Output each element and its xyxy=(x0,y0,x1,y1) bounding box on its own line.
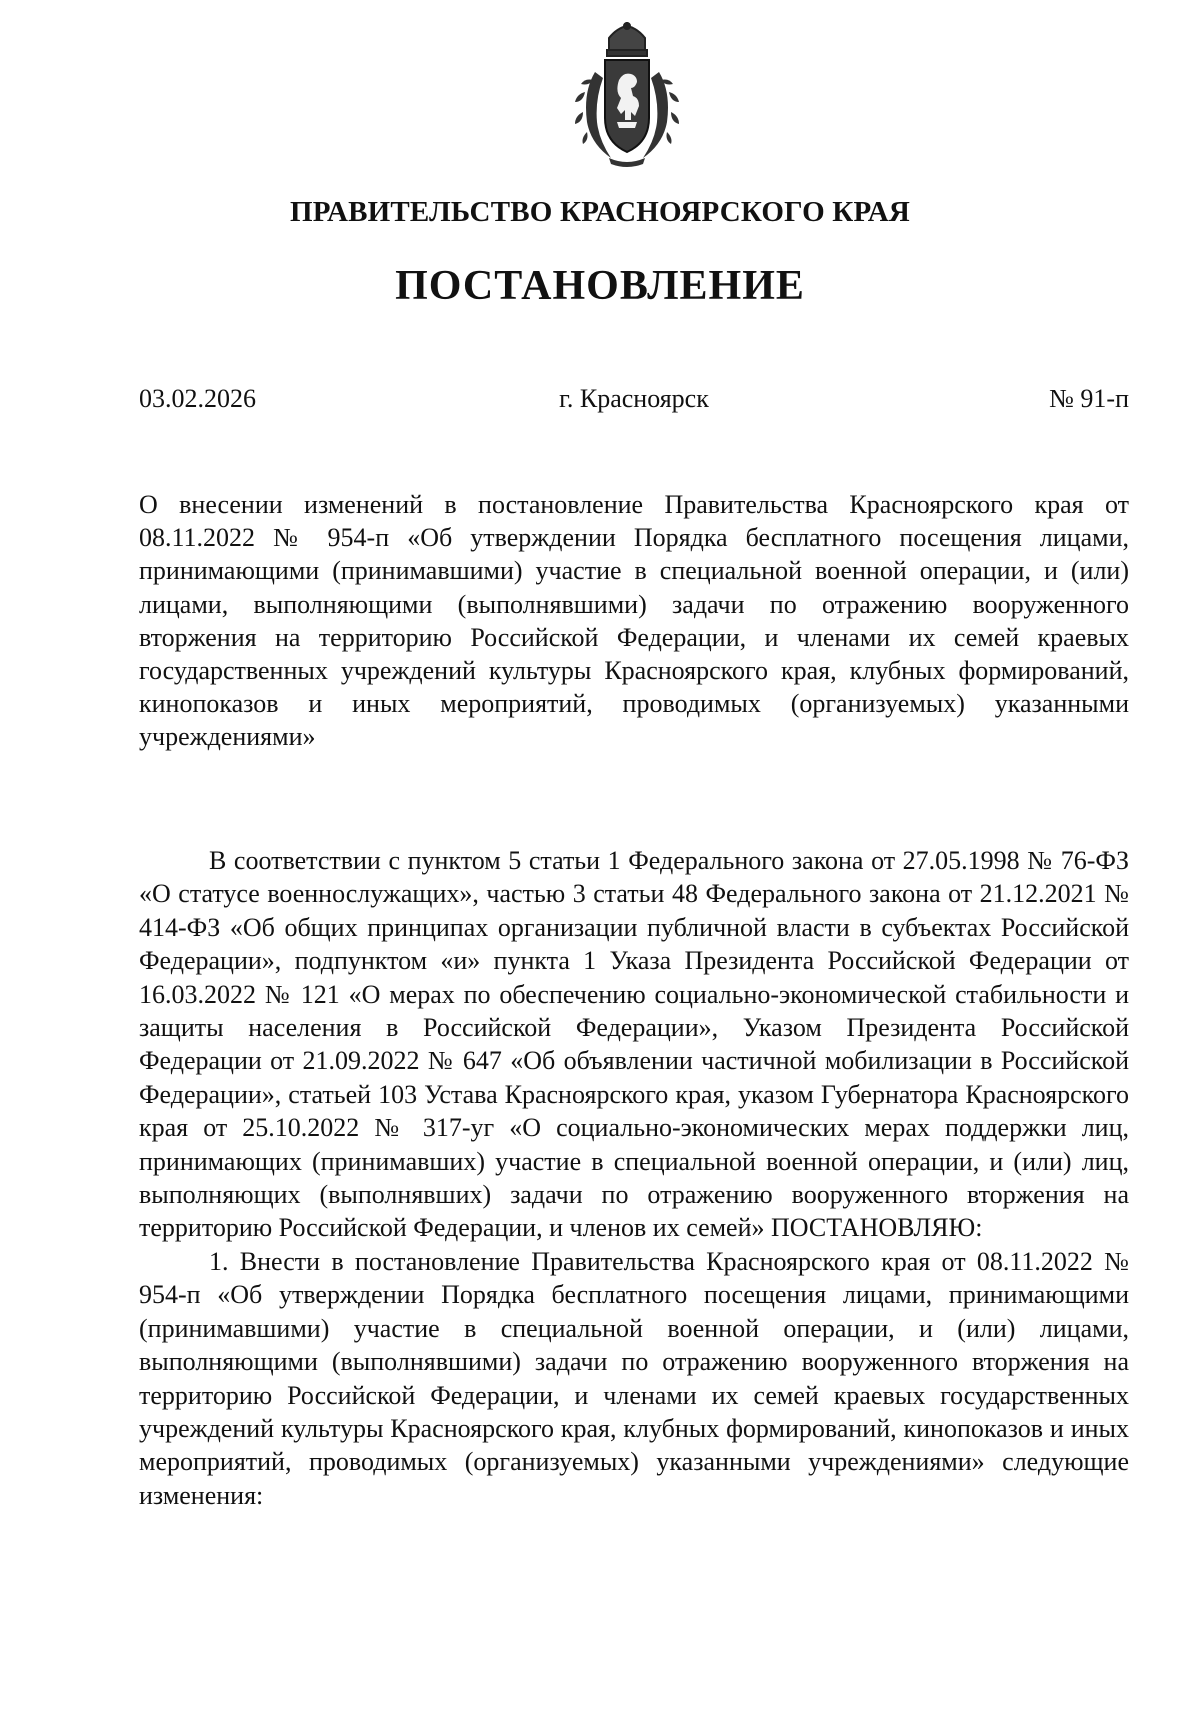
document-type-heading: ПОСТАНОВЛЕНИЕ xyxy=(395,263,805,309)
preamble-paragraph: В соответствии с пунктом 5 статьи 1 Федерального закона от 27.05.1998 № 76-ФЗ «О статусе военнослужащих», частью 3 статьи 48 Федерального закона от 21.12.2021 № 414-ФЗ «Об общих принципах организации публичной власти в субъектах Российской Федерации», подпунктом «и» пункта 1 Указа Президента Российской Федерации от 16.03.2022 № 121 «О мерах по обеспечению социально-экономической стабильности и защиты населения в Российской Федерации», Указом Президента Российской Федерации от 21.09.2022 № 647 «Об объявлении частичной мобилизации в Российской Федерации», статьей 103 Устава Красноярского края, указом Губернатора Красноярского края от 25.10.2022 № 317-уг «О социально-экономических мерах поддержки лиц, принимающих (принимавших) участие в специальной военной операции, и (или) лиц, выполняющих (выполнявших) задачи по отражению вооруженного вторжения на территорию Российской Федерации, и членов их семей» ПОСТАНОВЛЯЮ: xyxy=(139,846,1129,1243)
clause-1-paragraph: 1. Внести в постановление Правительства Красноярского края от 08.11.2022 № 954-п «Об утверждении Порядка бесплатного посещения лицами, принимающими (принимавшими) участие в специальной военной операции, и (или) лицами, выполняющими (выполнявшими) задачи по отражению вооруженного вторжения на территорию Российской Федерации, и членами их семей краевых государственных учреждений культуры Красноярского края, клубных формирований, кинопоказов и иных мероприятий, проводимых (организуемых) указанными учреждениями» следующие изменения: xyxy=(139,1246,1129,1510)
coat-of-arms-icon xyxy=(565,22,689,168)
document-number: № 91-п xyxy=(1049,384,1129,413)
organization-title: ПРАВИТЕЛЬСТВО КРАСНОЯРСКОГО КРАЯ xyxy=(289,196,911,228)
document-body xyxy=(139,844,1129,1512)
document-date: 03.02.2026 xyxy=(139,384,256,413)
document-meta-row xyxy=(139,384,1129,420)
document-title: О внесении изменений в постановление Правительства Красноярского края от 08.11.2022 № 954-п «Об утверждении Порядка бесплатного посещения лицами, принимающими (принимавшими) участие в специальной военной операции, и (или) лицами, выполняющими (выполнявшими) задачи по отражению вооруженного вторжения на территорию Российской Федерации, и членами их семей краевых государственных учреждений культуры Красноярского края, клубных формирований, кинопоказов и иных мероприятий, проводимых (организуемых) указанными учреждениями» xyxy=(139,490,1129,752)
document-city: г. Красноярск xyxy=(559,384,709,413)
